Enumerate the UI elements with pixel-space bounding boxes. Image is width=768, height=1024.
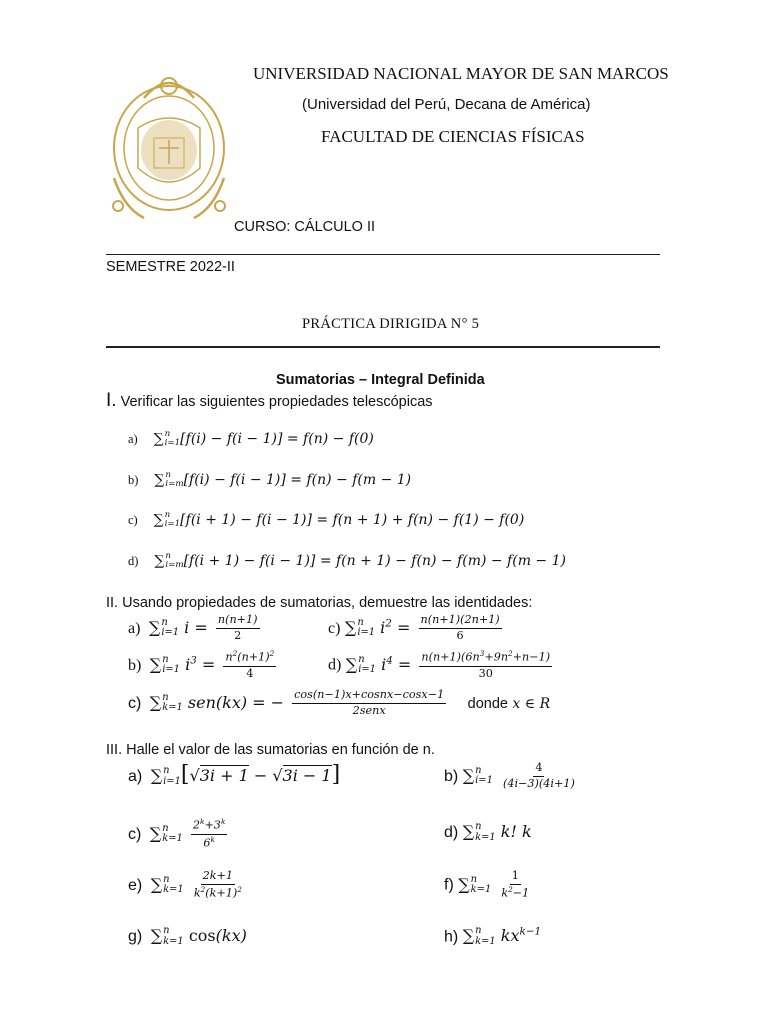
university-name: UNIVERSIDAD NACIONAL MAYOR DE SAN MARCOS	[253, 64, 669, 83]
topic-title: Sumatorias – Integral Definida	[276, 372, 485, 388]
item-1b: b) ∑ n i=m [f(i) − f(i − 1)] = f(n) − f(m − 1)	[128, 470, 412, 490]
item-label: h)	[444, 928, 459, 946]
section-1-text: Verificar las siguientes propiedades telescópicas	[120, 394, 433, 410]
item-label: a)	[128, 619, 141, 637]
item-3e: e) ∑ n k=1 $\frac{2k+1}{k^2(k+1)^2}$	[128, 869, 242, 900]
course-label: CURSO: CÁLCULO II	[234, 219, 375, 235]
item-2d: d) ∑ n i=1 $i^4$ = $\frac{n(n+1)(6n^3+9n^2+n-1)}{30}$	[328, 649, 551, 680]
item-label: d)	[128, 554, 139, 569]
item-label: a)	[128, 432, 138, 447]
item-label: c)	[328, 619, 341, 637]
divider-line	[106, 254, 660, 255]
item-label: b)	[128, 656, 142, 674]
donde-label: donde	[467, 695, 508, 712]
item-3c: c) ∑ n k=1 $\frac{2^k+3^k}{6^k}$	[128, 817, 226, 850]
item-1a: a) ∑ n i=1 [f(i) − f(i − 1)] = f(n) − f(0)	[128, 429, 374, 449]
practice-title: PRÁCTICA DIRIGIDA N° 5	[302, 316, 480, 332]
item-label: d)	[328, 656, 342, 674]
faculty-name: FACULTAD DE CIENCIAS FÍSICAS	[321, 127, 585, 146]
section-3-title: III. Halle el valor de las sumatorias en función de n.	[106, 742, 435, 758]
section-2-title: II. Usando propiedades de sumatorias, demuestre las identidades:	[106, 595, 533, 611]
item-label: b)	[128, 473, 139, 488]
item-2b: b) ∑ n i=1 $i^3$ = $\frac{n^2(n+1)^2}{4}$	[128, 649, 275, 680]
item-1c: c) ∑ n i=1 [f(i + 1) − f(i − 1)] = f(n + 1) + f(n) − f(1) − f(0)	[128, 510, 525, 530]
item-label: b)	[444, 767, 459, 785]
item-3f: f) ∑ n k=1 $\frac{1}{k^2-1}$	[444, 869, 530, 900]
item-2c: c) ∑ n i=1 $i^2$ = $\frac{n(n+1)(2n+1)}{6}$	[328, 613, 500, 642]
item-label: c)	[128, 694, 142, 712]
item-3a: a) ∑ n i=1 [√3i + 1 − √3i − 1]	[128, 762, 341, 787]
university-subtitle: (Universidad del Perú, Decana de América)	[302, 96, 591, 113]
university-seal-icon	[104, 68, 234, 226]
divider-line	[106, 346, 660, 348]
item-label: g)	[128, 928, 143, 945]
item-3g: g) ∑ n k=1 cos(kx)	[128, 925, 247, 947]
item-label: c)	[128, 513, 138, 528]
item-3h: h) ∑ n k=1 $kx^{k-1}$	[444, 925, 542, 947]
item-label: c)	[128, 825, 142, 843]
item-label: d)	[444, 824, 459, 841]
item-3d: d) ∑ n k=1 k! k	[444, 821, 532, 843]
item-2e: c) ∑ n k=1 sen(kx) = − $\frac{\text{cos(n−1)x+cosnx−cosx−1}}{\text{2senx}}$ donde x ∈ R	[128, 688, 551, 717]
section-1-title	[106, 390, 433, 412]
item-2a: a) ∑ n i=1 i = $\frac{n(n+1)}{2}$	[128, 613, 258, 642]
item-label: e)	[128, 876, 143, 894]
semester-label: SEMESTRE 2022-II	[106, 259, 235, 275]
section-1-numeral: I.	[106, 390, 117, 411]
item-1d: d) ∑ n i=m [f(i + 1) − f(i − 1)] = f(n + 1) − f(n) − f(m) − f(m − 1)	[128, 551, 566, 571]
item-3b: b) ∑ n i=1 $\frac{4}{(4i-3)(4i+1)}$	[444, 761, 575, 790]
item-label: f)	[444, 876, 454, 894]
item-label: a)	[128, 768, 143, 785]
